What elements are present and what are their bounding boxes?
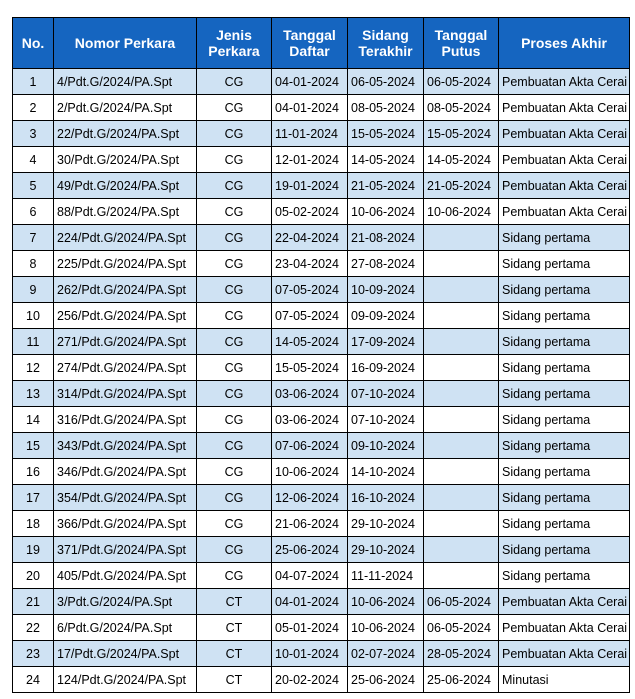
header-no	[13, 18, 54, 69]
cell-sidang-terakhir: 07-10-2024	[348, 407, 424, 433]
cell-jenis-perkara: CG	[197, 355, 272, 381]
cell-jenis-perkara: CG	[197, 303, 272, 329]
cell-jenis-perkara: CG	[197, 433, 272, 459]
cell-tanggal-daftar: 04-01-2024	[272, 69, 348, 95]
cell-tanggal-putus	[424, 303, 499, 329]
cell-sidang-terakhir: 16-09-2024	[348, 355, 424, 381]
cell-tanggal-putus	[424, 433, 499, 459]
table-header	[13, 18, 630, 69]
header-sidang-terakhir	[348, 18, 424, 69]
cell-sidang-terakhir: 14-05-2024	[348, 147, 424, 173]
cell-tanggal-daftar: 07-05-2024	[272, 303, 348, 329]
cell-tanggal-daftar: 20-02-2024	[272, 667, 348, 693]
header-putus-line2: Putus	[441, 43, 481, 59]
table-row	[13, 407, 630, 433]
cell-jenis-perkara: CG	[197, 563, 272, 589]
table-row	[13, 173, 630, 199]
cell-jenis-perkara: CG	[197, 329, 272, 355]
cell-proses-akhir: Sidang pertama	[499, 277, 630, 303]
cell-tanggal-putus	[424, 355, 499, 381]
header-daftar-line2: Daftar	[289, 43, 330, 59]
cell-no: 18	[13, 511, 54, 537]
cell-tanggal-daftar: 21-06-2024	[272, 511, 348, 537]
case-table-container	[12, 17, 630, 693]
cell-tanggal-daftar: 15-05-2024	[272, 355, 348, 381]
cell-nomor-perkara: 271/Pdt.G/2024/PA.Spt	[54, 329, 197, 355]
cell-tanggal-putus: 15-05-2024	[424, 121, 499, 147]
cell-jenis-perkara: CG	[197, 459, 272, 485]
cell-nomor-perkara: 4/Pdt.G/2024/PA.Spt	[54, 69, 197, 95]
table-row	[13, 225, 630, 251]
cell-proses-akhir: Pembuatan Akta Cerai	[499, 199, 630, 225]
cell-proses-akhir: Pembuatan Akta Cerai	[499, 641, 630, 667]
cell-tanggal-daftar: 04-01-2024	[272, 95, 348, 121]
table-row	[13, 589, 630, 615]
header-putus-line1: Tanggal	[434, 27, 488, 43]
cell-tanggal-putus	[424, 511, 499, 537]
header-row	[13, 18, 630, 69]
cell-no: 22	[13, 615, 54, 641]
header-sidang-line2: Terakhir	[358, 43, 413, 59]
cell-proses-akhir: Pembuatan Akta Cerai	[499, 589, 630, 615]
cell-proses-akhir: Pembuatan Akta Cerai	[499, 615, 630, 641]
cell-jenis-perkara: CG	[197, 147, 272, 173]
cell-jenis-perkara: CT	[197, 615, 272, 641]
cell-tanggal-putus: 08-05-2024	[424, 95, 499, 121]
table-row	[13, 95, 630, 121]
cell-nomor-perkara: 2/Pdt.G/2024/PA.Spt	[54, 95, 197, 121]
header-sidang-line1: Sidang	[362, 27, 409, 43]
cell-sidang-terakhir: 06-05-2024	[348, 69, 424, 95]
cell-jenis-perkara: CG	[197, 69, 272, 95]
cell-sidang-terakhir: 10-06-2024	[348, 589, 424, 615]
header-proses-label: Proses Akhir	[521, 35, 607, 51]
cell-nomor-perkara: 256/Pdt.G/2024/PA.Spt	[54, 303, 197, 329]
header-jenis-line1: Jenis	[216, 27, 252, 43]
table-body	[13, 69, 630, 693]
cell-proses-akhir: Pembuatan Akta Cerai	[499, 69, 630, 95]
cell-tanggal-daftar: 07-06-2024	[272, 433, 348, 459]
cell-jenis-perkara: CG	[197, 485, 272, 511]
table-row	[13, 641, 630, 667]
cell-tanggal-putus	[424, 251, 499, 277]
table-row	[13, 199, 630, 225]
cell-jenis-perkara: CT	[197, 589, 272, 615]
cell-nomor-perkara: 314/Pdt.G/2024/PA.Spt	[54, 381, 197, 407]
table-row	[13, 251, 630, 277]
cell-tanggal-putus: 21-05-2024	[424, 173, 499, 199]
cell-proses-akhir: Minutasi	[499, 667, 630, 693]
cell-no: 17	[13, 485, 54, 511]
cell-tanggal-daftar: 10-01-2024	[272, 641, 348, 667]
cell-no: 19	[13, 537, 54, 563]
cell-nomor-perkara: 343/Pdt.G/2024/PA.Spt	[54, 433, 197, 459]
cell-tanggal-daftar: 10-06-2024	[272, 459, 348, 485]
cell-tanggal-putus	[424, 329, 499, 355]
table-row	[13, 147, 630, 173]
cell-no: 16	[13, 459, 54, 485]
cell-proses-akhir: Pembuatan Akta Cerai	[499, 95, 630, 121]
cell-sidang-terakhir: 08-05-2024	[348, 95, 424, 121]
cell-tanggal-daftar: 05-01-2024	[272, 615, 348, 641]
cell-sidang-terakhir: 11-11-2024	[348, 563, 424, 589]
cell-tanggal-putus	[424, 277, 499, 303]
cell-nomor-perkara: 6/Pdt.G/2024/PA.Spt	[54, 615, 197, 641]
cell-tanggal-daftar: 04-07-2024	[272, 563, 348, 589]
cell-jenis-perkara: CG	[197, 173, 272, 199]
cell-sidang-terakhir: 10-09-2024	[348, 277, 424, 303]
table-row	[13, 485, 630, 511]
cell-no: 11	[13, 329, 54, 355]
cell-proses-akhir: Sidang pertama	[499, 303, 630, 329]
cell-tanggal-putus: 06-05-2024	[424, 69, 499, 95]
cell-tanggal-daftar: 23-04-2024	[272, 251, 348, 277]
cell-tanggal-putus	[424, 537, 499, 563]
table-row	[13, 277, 630, 303]
cell-tanggal-putus: 06-05-2024	[424, 615, 499, 641]
cell-no: 21	[13, 589, 54, 615]
cell-sidang-terakhir: 09-09-2024	[348, 303, 424, 329]
case-table	[12, 17, 630, 693]
cell-proses-akhir: Sidang pertama	[499, 485, 630, 511]
cell-jenis-perkara: CG	[197, 277, 272, 303]
table-row	[13, 667, 630, 693]
cell-no: 10	[13, 303, 54, 329]
cell-no: 9	[13, 277, 54, 303]
table-row	[13, 511, 630, 537]
cell-jenis-perkara: CG	[197, 121, 272, 147]
cell-tanggal-daftar: 04-01-2024	[272, 589, 348, 615]
cell-nomor-perkara: 371/Pdt.G/2024/PA.Spt	[54, 537, 197, 563]
cell-no: 14	[13, 407, 54, 433]
cell-nomor-perkara: 316/Pdt.G/2024/PA.Spt	[54, 407, 197, 433]
cell-nomor-perkara: 346/Pdt.G/2024/PA.Spt	[54, 459, 197, 485]
cell-tanggal-daftar: 03-06-2024	[272, 381, 348, 407]
table-row	[13, 355, 630, 381]
cell-tanggal-daftar: 07-05-2024	[272, 277, 348, 303]
cell-tanggal-putus: 25-06-2024	[424, 667, 499, 693]
cell-nomor-perkara: 124/Pdt.G/2024/PA.Spt	[54, 667, 197, 693]
cell-no: 1	[13, 69, 54, 95]
table-row	[13, 329, 630, 355]
cell-proses-akhir: Sidang pertama	[499, 355, 630, 381]
cell-tanggal-daftar: 03-06-2024	[272, 407, 348, 433]
cell-sidang-terakhir: 25-06-2024	[348, 667, 424, 693]
cell-tanggal-putus: 14-05-2024	[424, 147, 499, 173]
cell-tanggal-putus: 10-06-2024	[424, 199, 499, 225]
cell-jenis-perkara: CG	[197, 407, 272, 433]
table-row	[13, 121, 630, 147]
cell-no: 7	[13, 225, 54, 251]
table-row	[13, 537, 630, 563]
cell-tanggal-putus	[424, 459, 499, 485]
cell-nomor-perkara: 354/Pdt.G/2024/PA.Spt	[54, 485, 197, 511]
cell-sidang-terakhir: 02-07-2024	[348, 641, 424, 667]
cell-tanggal-daftar: 22-04-2024	[272, 225, 348, 251]
cell-no: 2	[13, 95, 54, 121]
table-row	[13, 615, 630, 641]
cell-nomor-perkara: 22/Pdt.G/2024/PA.Spt	[54, 121, 197, 147]
cell-nomor-perkara: 224/Pdt.G/2024/PA.Spt	[54, 225, 197, 251]
cell-tanggal-putus	[424, 381, 499, 407]
cell-sidang-terakhir: 07-10-2024	[348, 381, 424, 407]
cell-proses-akhir: Sidang pertama	[499, 329, 630, 355]
cell-proses-akhir: Sidang pertama	[499, 407, 630, 433]
cell-jenis-perkara: CG	[197, 225, 272, 251]
cell-sidang-terakhir: 16-10-2024	[348, 485, 424, 511]
table-row	[13, 303, 630, 329]
cell-tanggal-putus	[424, 485, 499, 511]
cell-proses-akhir: Sidang pertama	[499, 563, 630, 589]
cell-no: 12	[13, 355, 54, 381]
cell-proses-akhir: Sidang pertama	[499, 459, 630, 485]
cell-proses-akhir: Pembuatan Akta Cerai	[499, 121, 630, 147]
header-no-label: No.	[21, 35, 45, 51]
cell-jenis-perkara: CG	[197, 511, 272, 537]
cell-nomor-perkara: 30/Pdt.G/2024/PA.Spt	[54, 147, 197, 173]
table-row	[13, 563, 630, 589]
table-row	[13, 459, 630, 485]
cell-no: 3	[13, 121, 54, 147]
cell-sidang-terakhir: 14-10-2024	[348, 459, 424, 485]
table-row	[13, 381, 630, 407]
cell-no: 5	[13, 173, 54, 199]
cell-tanggal-putus	[424, 225, 499, 251]
cell-nomor-perkara: 49/Pdt.G/2024/PA.Spt	[54, 173, 197, 199]
cell-nomor-perkara: 366/Pdt.G/2024/PA.Spt	[54, 511, 197, 537]
cell-tanggal-putus: 06-05-2024	[424, 589, 499, 615]
cell-nomor-perkara: 3/Pdt.G/2024/PA.Spt	[54, 589, 197, 615]
cell-tanggal-daftar: 12-06-2024	[272, 485, 348, 511]
cell-tanggal-daftar: 14-05-2024	[272, 329, 348, 355]
cell-no: 24	[13, 667, 54, 693]
cell-tanggal-daftar: 25-06-2024	[272, 537, 348, 563]
cell-sidang-terakhir: 29-10-2024	[348, 537, 424, 563]
cell-no: 8	[13, 251, 54, 277]
header-nomor-perkara	[54, 18, 197, 69]
cell-sidang-terakhir: 29-10-2024	[348, 511, 424, 537]
cell-jenis-perkara: CT	[197, 641, 272, 667]
cell-nomor-perkara: 17/Pdt.G/2024/PA.Spt	[54, 641, 197, 667]
header-jenis-line2: Perkara	[208, 43, 260, 59]
cell-sidang-terakhir: 27-08-2024	[348, 251, 424, 277]
table-row	[13, 69, 630, 95]
cell-sidang-terakhir: 10-06-2024	[348, 615, 424, 641]
header-tanggal-putus	[424, 18, 499, 69]
cell-no: 13	[13, 381, 54, 407]
cell-proses-akhir: Pembuatan Akta Cerai	[499, 147, 630, 173]
cell-jenis-perkara: CG	[197, 381, 272, 407]
header-proses-akhir	[499, 18, 630, 69]
cell-jenis-perkara: CG	[197, 537, 272, 563]
cell-nomor-perkara: 225/Pdt.G/2024/PA.Spt	[54, 251, 197, 277]
cell-jenis-perkara: CG	[197, 95, 272, 121]
cell-nomor-perkara: 88/Pdt.G/2024/PA.Spt	[54, 199, 197, 225]
cell-nomor-perkara: 274/Pdt.G/2024/PA.Spt	[54, 355, 197, 381]
table-row	[13, 433, 630, 459]
cell-proses-akhir: Sidang pertama	[499, 511, 630, 537]
cell-tanggal-daftar: 19-01-2024	[272, 173, 348, 199]
cell-jenis-perkara: CT	[197, 667, 272, 693]
cell-proses-akhir: Sidang pertama	[499, 433, 630, 459]
cell-sidang-terakhir: 17-09-2024	[348, 329, 424, 355]
cell-tanggal-daftar: 05-02-2024	[272, 199, 348, 225]
cell-sidang-terakhir: 21-05-2024	[348, 173, 424, 199]
cell-no: 6	[13, 199, 54, 225]
header-daftar-line1: Tanggal	[283, 27, 336, 43]
header-tanggal-daftar	[272, 18, 348, 69]
cell-proses-akhir: Sidang pertama	[499, 381, 630, 407]
cell-proses-akhir: Pembuatan Akta Cerai	[499, 173, 630, 199]
header-jenis-perkara	[197, 18, 272, 69]
cell-no: 15	[13, 433, 54, 459]
cell-tanggal-putus	[424, 407, 499, 433]
cell-tanggal-putus: 28-05-2024	[424, 641, 499, 667]
cell-sidang-terakhir: 10-06-2024	[348, 199, 424, 225]
cell-jenis-perkara: CG	[197, 199, 272, 225]
cell-proses-akhir: Sidang pertama	[499, 537, 630, 563]
cell-no: 23	[13, 641, 54, 667]
cell-nomor-perkara: 262/Pdt.G/2024/PA.Spt	[54, 277, 197, 303]
cell-nomor-perkara: 405/Pdt.G/2024/PA.Spt	[54, 563, 197, 589]
cell-tanggal-daftar: 12-01-2024	[272, 147, 348, 173]
cell-proses-akhir: Sidang pertama	[499, 251, 630, 277]
cell-jenis-perkara: CG	[197, 251, 272, 277]
cell-sidang-terakhir: 09-10-2024	[348, 433, 424, 459]
cell-no: 4	[13, 147, 54, 173]
cell-proses-akhir: Sidang pertama	[499, 225, 630, 251]
cell-sidang-terakhir: 15-05-2024	[348, 121, 424, 147]
header-nomor-perkara-label: Nomor Perkara	[74, 35, 176, 51]
cell-tanggal-putus	[424, 563, 499, 589]
cell-no: 20	[13, 563, 54, 589]
cell-tanggal-daftar: 11-01-2024	[272, 121, 348, 147]
cell-sidang-terakhir: 21-08-2024	[348, 225, 424, 251]
